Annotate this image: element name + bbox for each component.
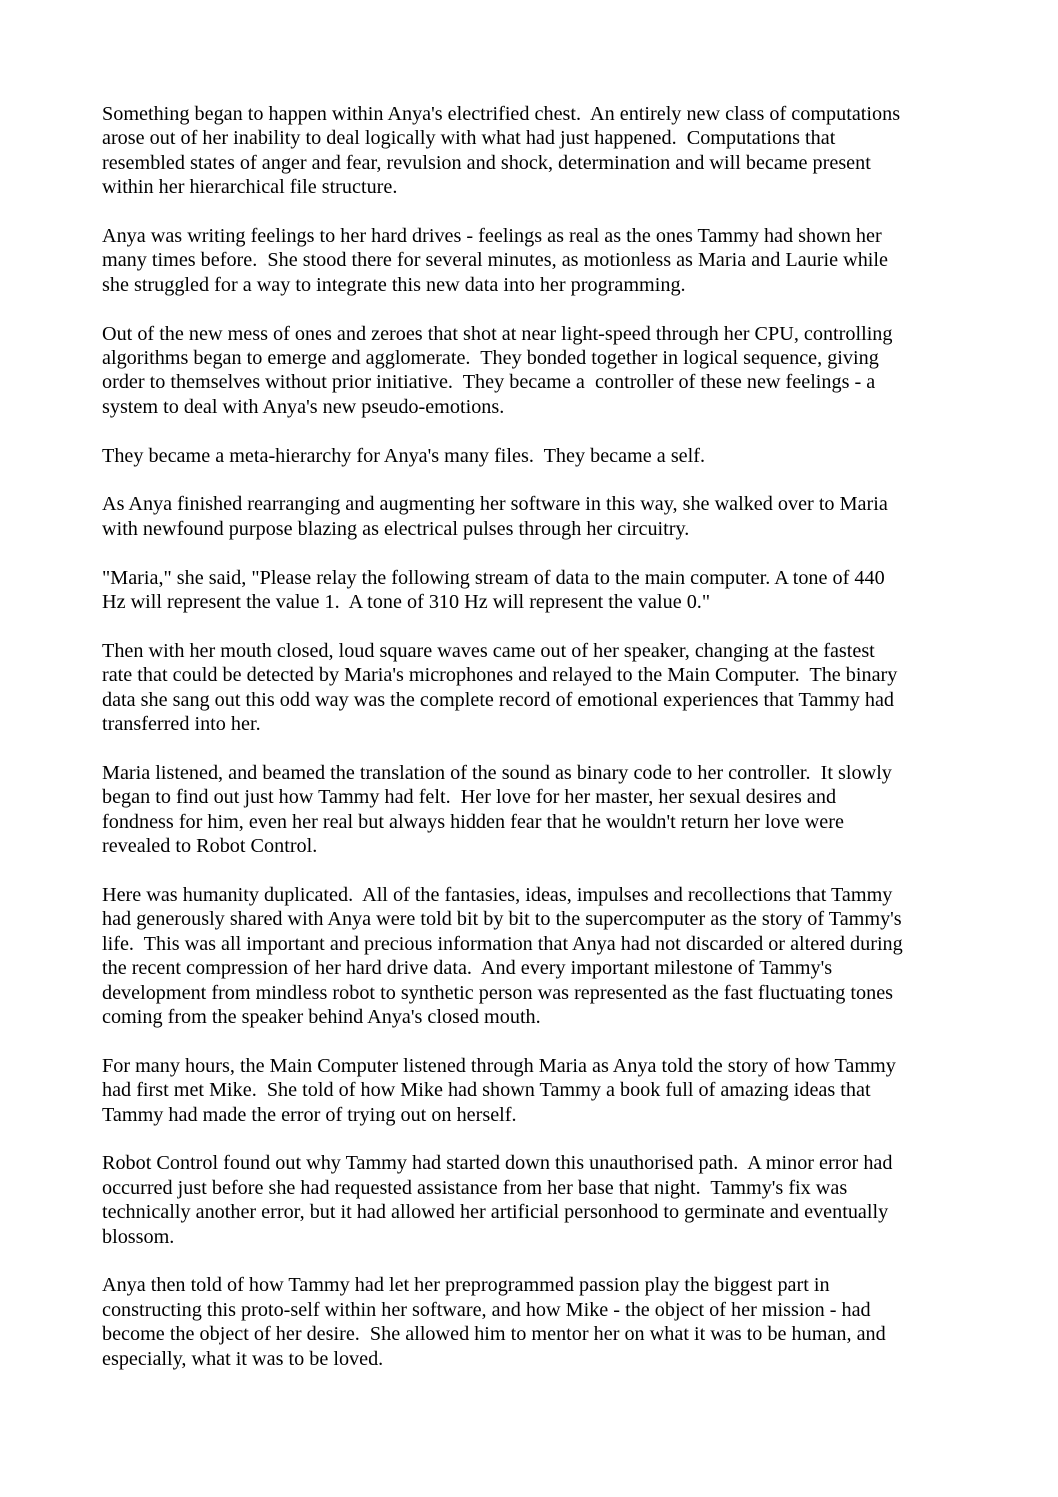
text-line: They became a meta-hierarchy for Anya's many files. They became a self. [102,444,706,467]
text-line: Something began to happen within Anya's electrified chest. An entirely new class of computations [102,103,901,125]
text-line: began to find out just how Tammy had felt. Her love for her master, her sexual desires and [102,786,837,809]
text-line: system to deal with Anya's new pseudo-emotions. [102,395,505,418]
text-line: coming from the speaker behind Anya's closed mouth. [102,1005,541,1028]
text-line: within her hierarchical file structure. [102,176,398,199]
paragraph [102,883,982,1029]
text-line: fondness for him, even her real but always hidden fear that he wouldn't return her love were [102,810,844,833]
text-line: For many hours, the Main Computer listened through Maria as Anya told the story of how Tammy [102,1054,896,1077]
text-line: rate that could be detected by Maria's microphones and relayed to the Main Computer. The binary [102,664,898,687]
text-line: Here was humanity duplicated. All of the fantasies, ideas, impulses and recollections that Tammy [102,883,893,906]
paragraph [102,102,982,200]
paragraph [102,224,982,297]
text-line: "Maria," she said, "Please relay the following stream of data to the main computer. A tone of 440 [102,566,885,589]
text-line: technically another error, but it had allowed her artificial personhood to germinate and eventually [102,1201,889,1224]
text-line: Out of the new mess of ones and zeroes that shot at near light-speed through her CPU, controlling [102,322,893,345]
text-line: arose out of her inability to deal logically with what had just happened. Computations that [102,127,836,150]
text-line: had generously shared with Anya were told bit by bit to the supercomputer as the story of Tammy's [102,908,902,931]
paragraph [102,566,982,615]
text-line: Anya was writing feelings to her hard drives - feelings as real as the ones Tammy had shown her [102,225,882,248]
paragraph [102,492,982,541]
paragraph [102,1273,982,1371]
text-line: data she sang out this odd way was the complete record of emotional experiences that Tammy had [102,688,895,711]
paragraph [102,639,982,737]
paragraph [102,444,982,468]
document-page [102,102,982,1395]
paragraph [102,322,982,420]
text-line: Tammy had made the error of trying out on herself. [102,1103,517,1126]
paragraph [102,1054,982,1127]
text-line: constructing this proto-self within her software, and how Mike - the object of her mission - had [102,1298,871,1321]
text-line: Then with her mouth closed, loud square waves came out of her speaker, changing at the fastest [102,639,875,662]
text-line: life. This was all important and precious information that Anya had not discarded or altered during [102,932,903,955]
text-line: had first met Mike. She told of how Mike had shown Tammy a book full of amazing ideas that [102,1079,871,1102]
text-line: Robot Control found out why Tammy had started down this unauthorised path. A minor error had [102,1152,893,1175]
paragraph [102,1151,982,1249]
text-line: the recent compression of her hard drive data. And every important milestone of Tammy's [102,957,833,980]
text-line: order to themselves without prior initiative. They became a controller of these new feelings - a [102,371,876,394]
text-line: become the object of her desire. She allowed him to mentor her on what it was to be human, and [102,1323,886,1346]
text-line: algorithms began to emerge and agglomerate. They bonded together in logical sequence, giving [102,347,879,370]
paragraph [102,761,982,859]
text-line: Hz will represent the value 1. A tone of 310 Hz will represent the value 0." [102,591,711,614]
text-line: with newfound purpose blazing as electrical pulses through her circuitry. [102,517,690,540]
text-line: As Anya finished rearranging and augmenting her software in this way, she walked over to Maria [102,493,888,516]
text-line: blossom. [102,1225,175,1248]
text-line: Anya then told of how Tammy had let her preprogrammed passion play the biggest part in [102,1274,830,1297]
text-line: revealed to Robot Control. [102,835,318,858]
text-line: Maria listened, and beamed the translation of the sound as binary code to her controller. It slowly [102,761,892,784]
text-line: she struggled for a way to integrate this new data into her programming. [102,273,686,296]
text-line: especially, what it was to be loved. [102,1347,384,1370]
text-line: many times before. She stood there for several minutes, as motionless as Maria and Laurie while [102,249,888,272]
text-line: resembled states of anger and fear, revulsion and shock, determination and will became present [102,151,871,174]
text-line: transferred into her. [102,713,261,736]
text-line: occurred just before she had requested assistance from her base that night. Tammy's fix was [102,1176,848,1199]
text-line: development from mindless robot to synthetic person was represented as the fast fluctuating tones [102,981,894,1004]
